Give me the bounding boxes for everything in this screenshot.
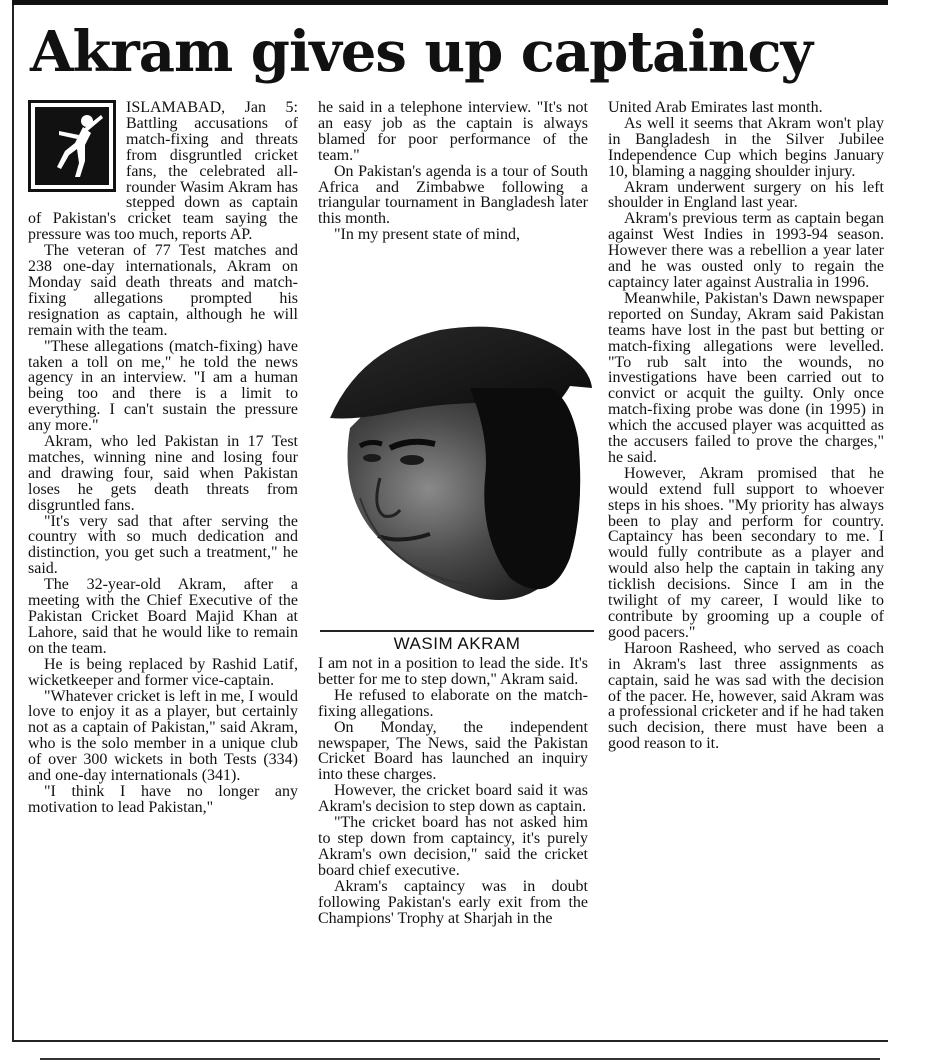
headline: Akram gives up captaincy (30, 19, 813, 85)
bottom-rule (12, 1040, 888, 1042)
bottom-rule-secondary (40, 1058, 880, 1060)
paragraph: Akram's previous term as captain began against West Indies in 1993-94 season. However there was a rebellion a year later and he was ousted only to regain the captaincy later against Australia in 1996. (608, 210, 884, 291)
paragraph: United Arab Emirates last month. (608, 100, 823, 116)
paragraph: Akram, who led Pakistan in 17 Test matches, winning nine and losing four and drawing four, said when Pakistan loses he gets death threats from disgruntled fans. (28, 433, 298, 514)
paragraph: Meanwhile, Pakistan's Dawn newspaper reported on Sunday, Akram said Pakistan teams have lost in the past but betting or match-fixing allegations were levelled. "To rub salt into the wounds, no investigations have been carried out to convict or acquit the guilty. Only once match-fixing probe was done (in 1995) in which the accused player was acquitted as the accusers failed to prove the charges," he said. (608, 289, 884, 466)
paragraph: "These allegations (match-fixing) have taken a toll on me," he told the news agency in an interview. "I am a human being too and there is a limit to everything. I can't sustain the pressure any more." (28, 337, 298, 435)
column-2-bottom (318, 656, 588, 1038)
cricket-logo (28, 100, 116, 192)
column-1 (28, 100, 298, 1035)
paragraph: However, the cricket board said it was Akram's decision to step down as captain. (318, 782, 588, 816)
paragraph: "It's very sad that after serving the country with so much dedication and distinction, you get such a treatment," he said. (28, 512, 298, 578)
paragraph: The 32-year-old Akram, after a meeting with the Chief Executive of the Pakistan Cricket Board Majid Khan at Lahore, said that he would like to remain on the team. (28, 576, 298, 657)
paragraph: "In my present state of mind, (334, 226, 521, 244)
paragraph: He refused to elaborate on the match-fixing allegations. (318, 686, 588, 720)
paragraph: "I think I have no longer any motivation to lead Pakistan," (28, 782, 298, 816)
photo-caption: WASIM AKRAM (393, 634, 521, 653)
paragraph: On Monday, the independent newspaper, The News, said the Pakistan Cricket Board has launched an inquiry into these charges. (318, 718, 588, 784)
paragraph: Akram's captaincy was in doubt following Pakistan's early exit from the Champions' Trophy at Sharjah in the (318, 877, 588, 927)
photo-rule (320, 630, 594, 632)
paragraph: "The cricket board has not asked him to step down from captaincy, it's purely Akram's own decision," said the cricket board chief executive. (318, 814, 588, 879)
paragraph: ISLAMABAD, Jan 5: Battling accusations of match-fixing and threats from disgruntled cricket fans, the celebrated all-rounder Wasim Akram has stepped down as captain of Pakistan's cricket team saying the pressure was too much, reports AP. (28, 100, 298, 244)
paragraph: Haroon Rasheed, who served as coach in Akram's last three assignments as captain, said he was sad with the decision of the pacer. He, however, said Akram was a professional cricketer and if he had taken such decision, there must have been a good reason to it. (608, 639, 884, 753)
paragraph: On Pakistan's agenda is a tour of South Africa and Zimbabwe following a triangular tournament in Bangladesh later this month. (318, 162, 588, 228)
player-photo (320, 278, 596, 628)
paragraph: I am not in a position to lead the side. It's better for me to step down," Akram said. (318, 656, 588, 688)
column-2-top (318, 100, 588, 275)
batsman-icon (35, 107, 109, 185)
paragraph: The veteran of 77 Test matches and 238 one-day internationals, Akram on Monday said death threats and match-fixing allegations prompted his resignation as captain, although he will remain with the team. (28, 242, 298, 339)
paragraph: "Whatever cricket is left in me, I would love to enjoy it as a player, but certainly not as a captain of Pakistan," said Akram, who is the solo member in a unique club of over 300 wickets in both Tests (334) and one-day internationals (341). (28, 687, 298, 785)
paragraph: Akram underwent surgery on his left shoulder in England last year. (608, 178, 884, 212)
frame-left-rule (12, 5, 14, 1041)
paragraph: He is being replaced by Rashid Latif, wicketkeeper and former vice-captain. (28, 655, 298, 689)
column-3 (608, 100, 884, 1045)
paragraph: he said in a telephone interview. "It's not an easy job as the captain is always blamed for poor performance of the team." (318, 100, 588, 164)
paragraph: As well it seems that Akram won't play in Bangladesh in the Silver Jubilee Independence Cup which begins January 10, blaming a nagging shoulder injury. (608, 114, 884, 180)
top-rule (12, 0, 888, 5)
paragraph: However, Akram promised that he would extend full support to whoever steps in his shoes. "My priority has always been to play and perform for country. Captaincy has been secondary to me. I would fully contribute as a player and would also help the captain in taking any ticklish decisions. Since I am in the twilight of my career, I would like to contribute by grooming up a couple of good pacers." (608, 464, 884, 641)
